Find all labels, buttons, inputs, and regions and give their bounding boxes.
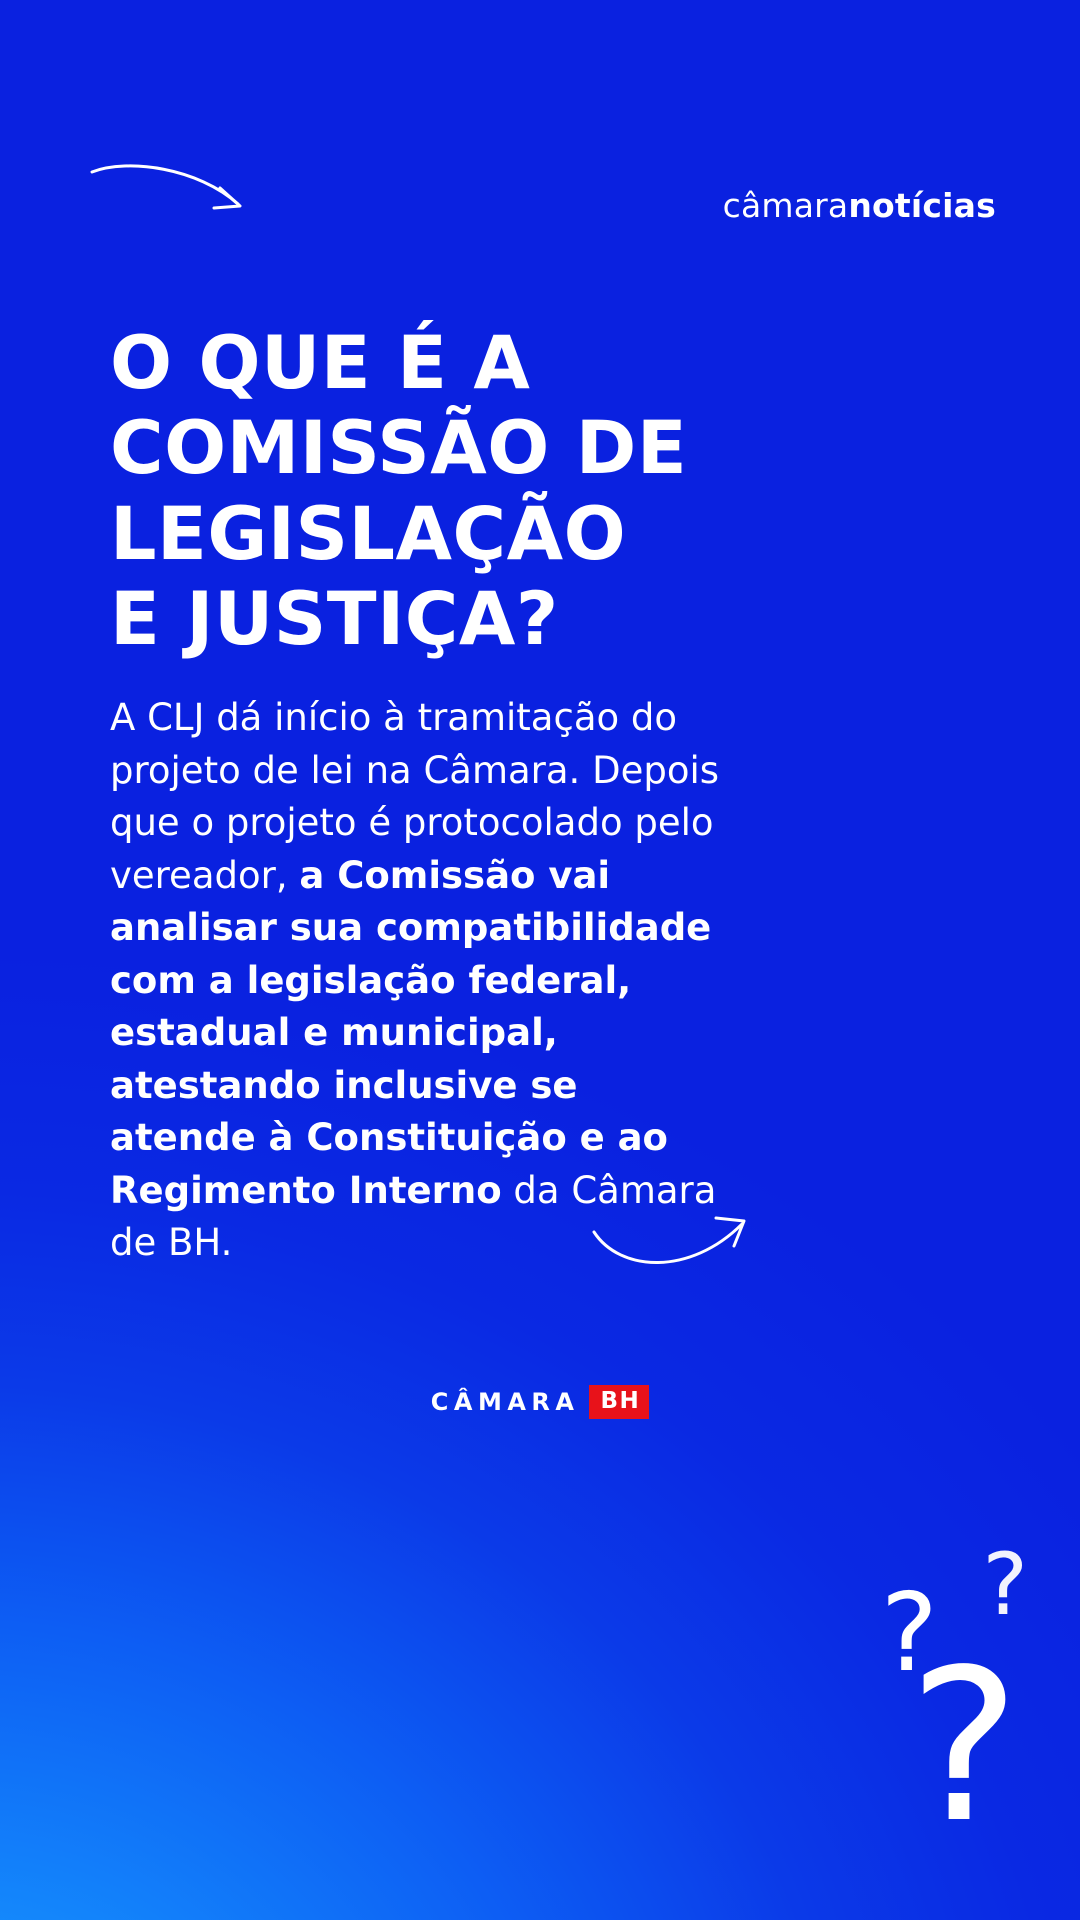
curved-arrow-top-icon xyxy=(88,160,258,220)
headline-line-1: O QUE É A xyxy=(110,320,531,406)
body-text-part-1: A CLJ dá início à tramitação do projeto de lei na Câmara. Depois que o projeto é protocolado pelo vereador, xyxy=(110,696,720,897)
headline-line-3: LEGISLAÇÃO xyxy=(110,491,627,577)
body-paragraph xyxy=(110,692,720,1270)
body-text-part-2: da Câmara de BH. xyxy=(110,1168,717,1265)
footer-logo xyxy=(0,1385,1080,1419)
headline-line-4: E JUSTIÇA? xyxy=(110,577,559,663)
question-mark-large-icon: ? xyxy=(908,1624,1020,1869)
question-marks-decoration xyxy=(728,1535,1028,1872)
footer-logo-camara: CÂMARA xyxy=(430,1388,580,1416)
body-text-bold: a Comissão vai analisar sua compatibilidade com a legislação federal, estadual e municipal, atestando inclusive se atende à Constituição e ao Regimento Interno xyxy=(110,853,712,1212)
footer-logo-bh-badge: BH xyxy=(589,1385,649,1419)
brand-noticias-text: notícias xyxy=(848,186,996,225)
question-mark-medium-icon: ? xyxy=(880,1571,938,1696)
question-mark-small-icon: ? xyxy=(982,1535,1028,1635)
brand-camara-noticias xyxy=(723,186,996,225)
brand-camara-text: câmara xyxy=(722,186,849,225)
headline-line-2: COMISSÃO DE xyxy=(110,406,688,492)
page-title xyxy=(110,321,870,663)
